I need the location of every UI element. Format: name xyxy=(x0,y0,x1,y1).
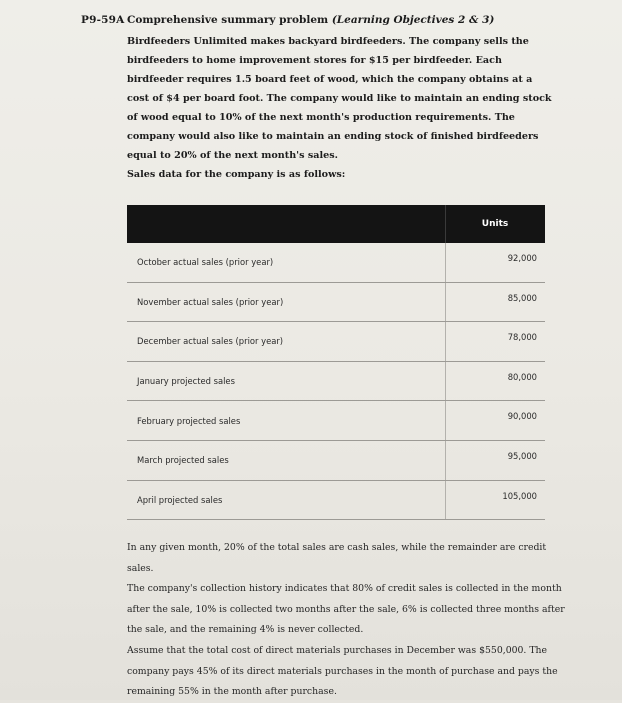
table-row xyxy=(127,322,545,362)
row-value: 92,000 xyxy=(507,253,537,263)
intro-paragraph: Birdfeeders Unlimited makes backyard birdfeeders. The company sells the birdfeeders to home improvement stores for $15 per birdfeeder. Each birdfeeder requires 1.5 board feet of wood, which the company obtains at a cost of $4 per board foot. The company would like to maintain an ending stock of wood equal to 10% of the next month's production requirements. The company would also like to maintain an ending stock of finished birdfeeders equal to 20% of the next month's sales. xyxy=(127,36,552,161)
table-row xyxy=(127,401,545,441)
intro-lead-in: Sales data for the company is as follows: xyxy=(127,169,346,180)
row-value: 90,000 xyxy=(507,411,537,422)
table-row xyxy=(127,481,545,521)
learning-objectives: (Learning Objectives 2 & 3) xyxy=(331,14,495,26)
column-divider xyxy=(445,401,446,440)
row-label: March projected sales xyxy=(137,455,229,466)
table-row xyxy=(127,283,545,323)
column-divider xyxy=(445,441,446,480)
column-divider xyxy=(445,322,446,361)
row-label: December actual sales (prior year) xyxy=(137,336,284,347)
materials-purchases-paragraph: Assume that the total cost of direct materials purchases in December was $550,000. The company pays 45% of its direct materials purchases in the month of purchase and pays the remaining 55% in the month after purchase. xyxy=(127,644,558,698)
problem-details xyxy=(127,538,567,703)
row-label: April projected sales xyxy=(137,494,223,505)
table-row xyxy=(127,441,545,481)
problem-title xyxy=(127,14,494,26)
row-label: January projected sales xyxy=(137,376,235,387)
row-value: 78,000 xyxy=(507,332,537,343)
collection-history-paragraph: The company's collection history indicates that 80% of credit sales is collected in the month after the sale, 10% is collected two months after the sale, 6% is collected three months after the sale, and the remaining 4% is never collected. xyxy=(127,583,565,636)
row-label: February projected sales xyxy=(137,415,241,426)
table-row xyxy=(127,362,545,402)
cash-sales-paragraph: In any given month, 20% of the total sales are cash sales, while the remainder are credit sales. xyxy=(127,542,547,574)
problem-intro xyxy=(127,32,557,184)
column-divider xyxy=(445,283,446,322)
row-label: November actual sales (prior year) xyxy=(137,296,284,307)
problem-title-text: Comprehensive summary problem xyxy=(127,14,329,26)
sales-data-table xyxy=(127,205,545,520)
table-row xyxy=(127,243,545,283)
column-divider xyxy=(445,362,446,401)
row-value: 85,000 xyxy=(507,292,537,303)
row-value: 95,000 xyxy=(507,450,537,461)
problem-id: P9-59A xyxy=(81,14,125,26)
table-header xyxy=(127,205,545,243)
units-column-header: Units xyxy=(481,219,509,229)
row-value: 105,000 xyxy=(502,490,537,501)
column-divider xyxy=(445,481,446,520)
row-value: 80,000 xyxy=(507,371,537,382)
row-label: October actual sales (prior year) xyxy=(137,257,274,268)
column-divider xyxy=(445,243,446,282)
